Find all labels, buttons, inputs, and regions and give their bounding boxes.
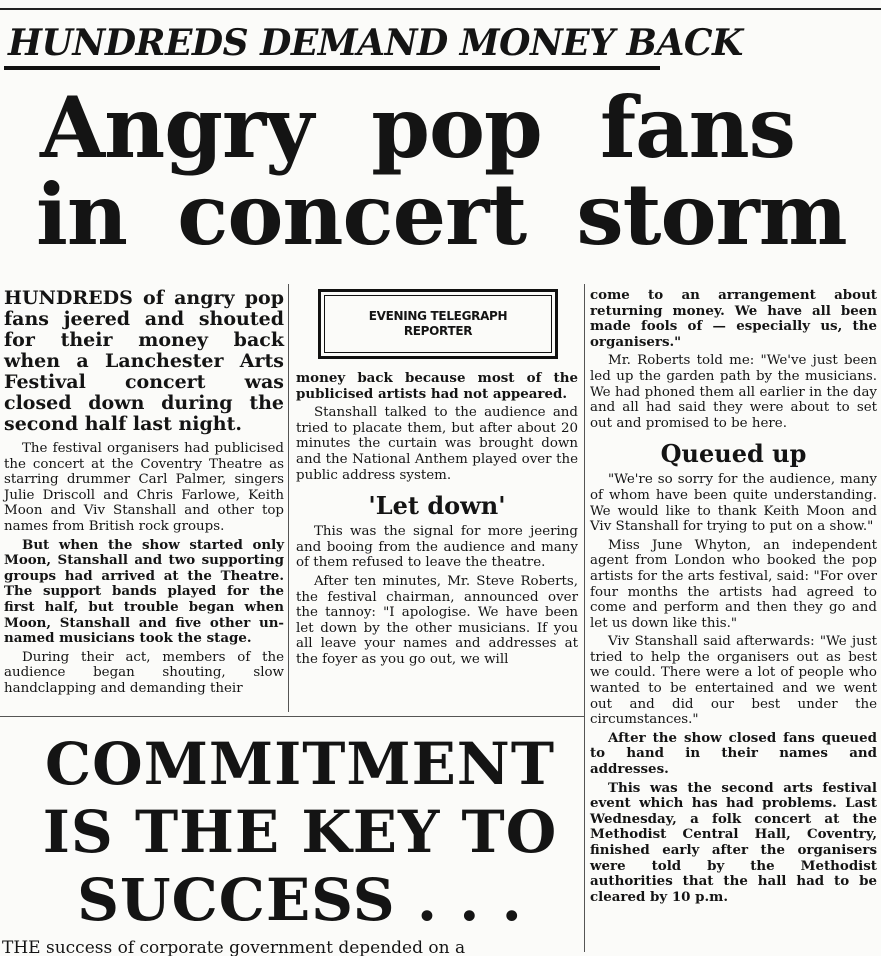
commitment-body-text: THE success of corporate government depended on a — [2, 938, 466, 956]
paragraph: After the show closed fans queued to hand in their names and addresses. — [590, 729, 877, 778]
paragraph: money back because most of the publicised artists had not appeared. — [296, 370, 578, 402]
paragraph: Viv Stanshall said afterwards: "We just tried to help the organisers out as best we could. There were a lot of people who wanted to be entertained and we went out and did our best under the circumstances." — [590, 634, 877, 728]
kicker-headline: HUNDREDS DEMAND MONEY BACK — [4, 20, 660, 70]
column-rule-2 — [584, 284, 585, 952]
paragraph: "We're so sorry for the audience, many of whom have been quite understanding. We would like to thank Keith Moon and Viv Stanshall for trying to put on a show." — [590, 472, 877, 535]
paragraph: The festival organisers had publicised the concert at the Coventry Theatre as starring drummer Carl Palmer, singers Julie Driscoll and Chris Farlowe, Keith Moon and Viv Stanshall and other top names from British rock groups. — [4, 441, 284, 534]
commitment-line-1: COMMITMENT — [45, 730, 555, 798]
subhead-let-down: 'Let down' — [368, 491, 506, 521]
article-column-3 — [590, 288, 877, 908]
paragraph: This was the signal for more jeering and booing from the audience and many of them refused to leave the theatre. — [296, 524, 578, 571]
paragraph: During their act, members of the audience began shouting, slow handclapping and demanding their — [4, 649, 284, 696]
subhead-queued-up: Queued up — [660, 439, 807, 469]
paragraph: come to an arrangement about returning money. We have all been made fools of — especially us, the organisers." — [590, 287, 877, 350]
byline-box — [318, 289, 558, 359]
commitment-headline — [40, 730, 560, 934]
paragraph: Mr. Roberts told me: "We've just been led up the garden path by the musicians. We had phoned them all earlier in the day and all had said they were about to set out and promised to be here. — [590, 353, 877, 431]
byline-line-2: REPORTER — [403, 324, 473, 338]
lead-paragraph: HUNDREDS of angry pop fans jeered and shouted for their money back when a Lanchester Arts Festival concert was closed down during the second half last night. — [4, 287, 284, 435]
paragraph: This was the second arts festival event which has had problems. Last Wednesday, a folk concert at the Methodist Central Hall, Coventry, finished early after the organisers were told by the Methodist authorities that the hall had to be cleared by 10 p.m. — [590, 779, 877, 905]
column-rule-1 — [288, 284, 289, 712]
paragraph: After ten minutes, Mr. Steve Roberts, the festival chairman, announced over the tannoy: "I apologise. We have been let down by the other musicians. If you all leave your names and addresses at the foyer as you go out, we will — [296, 573, 578, 667]
section-rule — [0, 716, 584, 717]
headline-line-2: in concert storm — [36, 165, 847, 264]
article-column-2 — [296, 371, 578, 671]
paragraph: Miss June Whyton, an independent agent from London who booked the pop artists for the arts festival, said: "For over four months the artists had agreed to come and perform and then they go and let us down like this." — [590, 537, 877, 631]
commitment-line-2: IS THE KEY TO — [42, 798, 558, 866]
main-headline — [36, 78, 866, 264]
article-column-1 — [4, 288, 284, 700]
headline-line-1: Angry pop fans — [40, 78, 795, 177]
commitment-line-3: SUCCESS . . . — [77, 866, 523, 934]
paragraph: Stanshall talked to the audience and tried to placate them, but after about 20 minutes the curtain was brought down and the National Anthem played over the public address system. — [296, 405, 578, 483]
top-rule — [0, 8, 881, 10]
byline-line-1: EVENING TELEGRAPH — [368, 309, 508, 323]
paragraph: But when the show started only Moon, Stanshall and two supporting groups had arrived at the Theatre. The support bands played for the first half, but trouble began when Moon, Stanshall and five other un-named musicians took the stage. — [4, 536, 284, 647]
